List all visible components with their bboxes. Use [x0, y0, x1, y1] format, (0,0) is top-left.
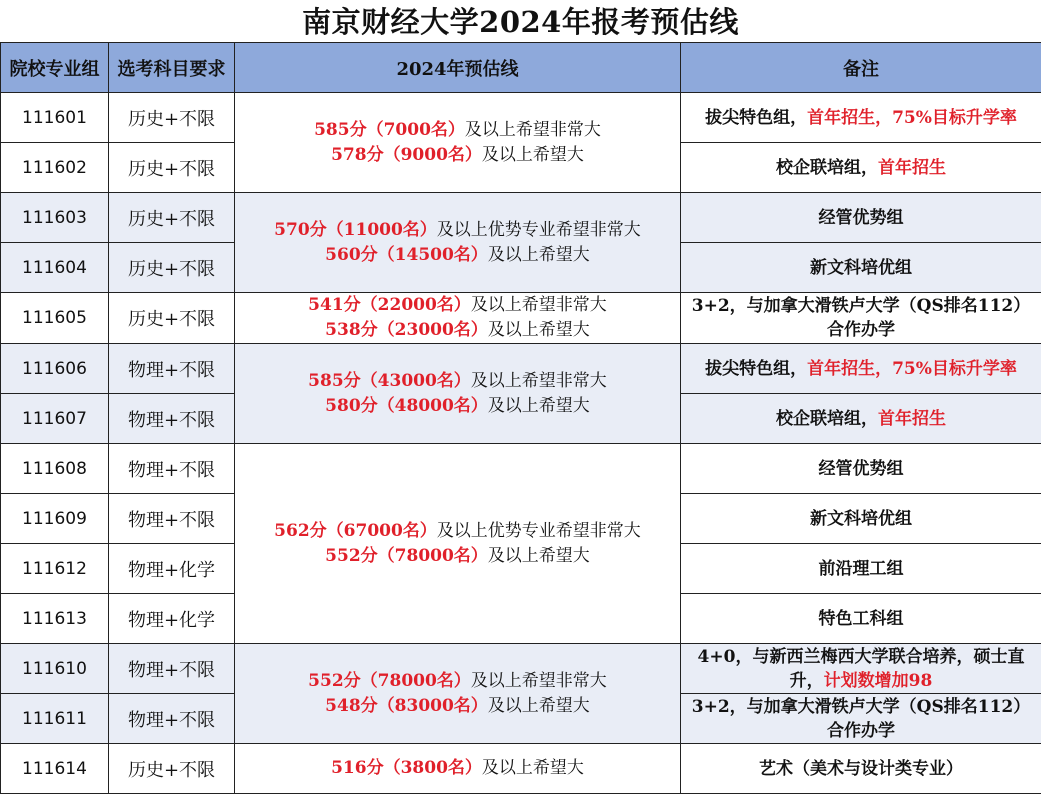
- estimate-cell: [235, 644, 681, 744]
- header-notes: 备注: [681, 43, 1041, 93]
- estimate-text: 及以上优势专业希望非常大: [437, 220, 641, 240]
- note-cell: [681, 644, 1041, 694]
- group-code: 111613: [1, 594, 109, 644]
- note-cell: 特色工科组: [681, 594, 1041, 644]
- note-highlight: 首年招生，75%目标升学率: [807, 108, 1017, 128]
- group-code: 111605: [1, 293, 109, 344]
- group-code: 111601: [1, 93, 109, 143]
- estimate-cell: [235, 444, 681, 644]
- note-highlight: 首年招生: [878, 409, 946, 429]
- estimate-text: 及以上希望大: [488, 696, 590, 716]
- group-code: 111611: [1, 694, 109, 744]
- note-cell: 艺术（美术与设计类专业）: [681, 744, 1041, 794]
- estimate-text: 及以上希望大: [482, 758, 584, 778]
- note-text: 校企联培组，: [776, 409, 878, 429]
- subject-requirement: 物理+不限: [109, 694, 235, 744]
- group-code: 111607: [1, 394, 109, 444]
- group-code: 111606: [1, 344, 109, 394]
- estimate-score: 585分（43000名）: [308, 371, 471, 391]
- table-row: [1, 444, 1041, 494]
- group-code: 111614: [1, 744, 109, 794]
- estimate-score: 548分（83000名）: [325, 696, 488, 716]
- note-cell: 3+2，与加拿大滑铁卢大学（QS排名112）合作办学: [681, 694, 1041, 744]
- estimate-score: 570分（11000名）: [274, 220, 437, 240]
- estimate-score: 585分（7000名）: [314, 120, 465, 140]
- subject-requirement: 历史+不限: [109, 293, 235, 344]
- estimate-cell: [235, 293, 681, 344]
- estimate-text: 及以上希望大: [488, 396, 590, 416]
- estimate-score: 580分（48000名）: [325, 396, 488, 416]
- table-row: [1, 93, 1041, 143]
- subject-requirement: 物理+化学: [109, 544, 235, 594]
- note-cell: [681, 143, 1041, 193]
- subject-requirement: 物理+不限: [109, 394, 235, 444]
- group-code: 111604: [1, 243, 109, 293]
- estimate-text: 及以上希望大: [488, 546, 590, 566]
- subject-requirement: 历史+不限: [109, 193, 235, 243]
- estimate-text: 及以上希望非常大: [465, 120, 601, 140]
- estimate-text: 及以上希望非常大: [471, 371, 607, 391]
- subject-requirement: 历史+不限: [109, 143, 235, 193]
- note-cell: [681, 394, 1041, 444]
- subject-requirement: 物理+化学: [109, 594, 235, 644]
- group-code: 111608: [1, 444, 109, 494]
- note-cell: 前沿理工组: [681, 544, 1041, 594]
- group-code: 111603: [1, 193, 109, 243]
- subject-requirement: 物理+不限: [109, 494, 235, 544]
- note-cell: 新文科培优组: [681, 494, 1041, 544]
- estimate-text: 及以上希望大: [488, 320, 590, 340]
- header-estimate-line: 2024年预估线: [235, 43, 681, 93]
- estimate-text: 及以上希望大: [488, 245, 590, 265]
- table-row: [1, 644, 1041, 694]
- estimate-cell: [235, 344, 681, 444]
- table-header-row: [1, 43, 1041, 93]
- note-cell: 新文科培优组: [681, 243, 1041, 293]
- estimate-cell: [235, 193, 681, 293]
- subject-requirement: 历史+不限: [109, 93, 235, 143]
- estimate-text: 及以上希望非常大: [471, 671, 607, 691]
- page-title: 南京财经大学2024年报考预估线: [0, 0, 1041, 42]
- estimate-cell: [235, 93, 681, 193]
- estimate-text: 及以上希望非常大: [471, 295, 607, 315]
- note-cell: 经管优势组: [681, 444, 1041, 494]
- estimate-score: 578分（9000名）: [331, 145, 482, 165]
- header-group-code: 院校专业组: [1, 43, 109, 93]
- estimate-score: 516分（3800名）: [331, 758, 482, 778]
- estimate-text: 及以上优势专业希望非常大: [437, 521, 641, 541]
- subject-requirement: 物理+不限: [109, 344, 235, 394]
- subject-requirement: 物理+不限: [109, 644, 235, 694]
- table-row: [1, 293, 1041, 344]
- group-code: 111602: [1, 143, 109, 193]
- subject-requirement: 物理+不限: [109, 444, 235, 494]
- note-highlight: 首年招生: [878, 158, 946, 178]
- note-cell: 经管优势组: [681, 193, 1041, 243]
- estimate-score: 541分（22000名）: [308, 295, 471, 315]
- score-table: [0, 42, 1041, 794]
- estimate-score: 552分（78000名）: [325, 546, 488, 566]
- header-subject-requirement: 选考科目要求: [109, 43, 235, 93]
- note-cell: [681, 93, 1041, 143]
- estimate-score: 562分（67000名）: [274, 521, 437, 541]
- note-highlight: 计划数增加98: [824, 671, 933, 691]
- note-text: 4+0，与新西兰梅西大学联合培养，硕士直升，: [698, 647, 1025, 691]
- note-text: 拔尖特色组，: [705, 359, 807, 379]
- estimate-score: 552分（78000名）: [308, 671, 471, 691]
- table-row: [1, 744, 1041, 794]
- table-row: [1, 193, 1041, 243]
- note-text: 校企联培组，: [776, 158, 878, 178]
- note-highlight: 首年招生，75%目标升学率: [807, 359, 1017, 379]
- group-code: 111610: [1, 644, 109, 694]
- subject-requirement: 历史+不限: [109, 744, 235, 794]
- group-code: 111612: [1, 544, 109, 594]
- note-cell: [681, 344, 1041, 394]
- estimate-score: 538分（23000名）: [325, 320, 488, 340]
- note-text: 拔尖特色组，: [705, 108, 807, 128]
- table-row: [1, 344, 1041, 394]
- estimate-cell: [235, 744, 681, 794]
- estimate-text: 及以上希望大: [482, 145, 584, 165]
- group-code: 111609: [1, 494, 109, 544]
- subject-requirement: 历史+不限: [109, 243, 235, 293]
- note-cell: 3+2，与加拿大滑铁卢大学（QS排名112）合作办学: [681, 293, 1041, 344]
- estimate-score: 560分（14500名）: [325, 245, 488, 265]
